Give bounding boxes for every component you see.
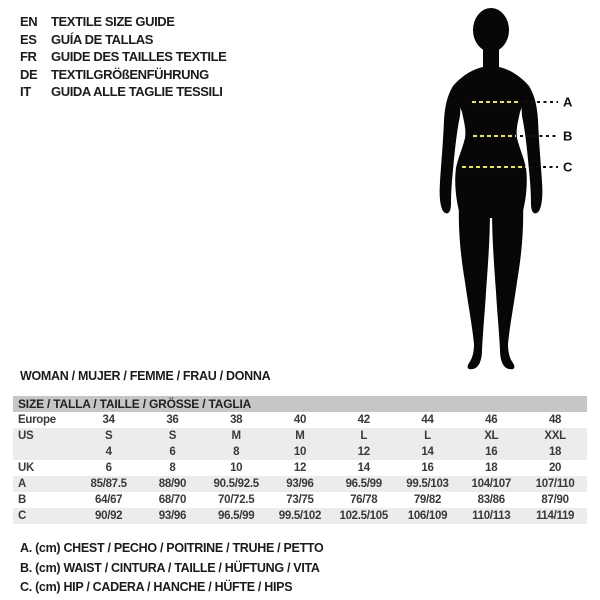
size-cell: 8 [169,462,176,474]
size-cell: M [204,428,268,444]
size-cell: XL [459,428,523,444]
measure-label-c: C [563,159,573,175]
language-row [20,13,226,31]
size-table-row-label: Europe [18,414,56,426]
size-cell: 114/119 [523,508,587,524]
size-table-row [13,476,587,492]
size-cell: 64/67 [95,494,123,506]
size-cell: 4 [77,444,141,460]
size-table [13,396,587,524]
legend-item: B. (cm) WAIST / CINTURA / TAILLE / HÜFTUNG / VITA [20,560,320,575]
size-cell: 10 [268,444,332,460]
size-cell: S [77,428,141,444]
language-title: TEXTILE SIZE GUIDE [51,14,175,30]
language-title: GUIDE DES TAILLES TEXTILE [51,49,227,65]
size-table-row [13,412,587,428]
size-table-row [13,508,587,524]
size-cell: 99.5/102 [268,508,332,524]
size-cell: XXL [523,428,587,444]
size-cell: 87/90 [541,494,569,506]
size-table-row-label: A [13,476,77,492]
size-cell: 10 [230,462,243,474]
size-cell: 76/78 [350,494,378,506]
size-cell: 90/92 [77,508,141,524]
size-cell: 14 [396,444,460,460]
size-cell: 14 [357,462,370,474]
size-table-row [13,460,587,476]
size-cell: 44 [421,414,434,426]
size-cell: 110/113 [459,508,523,524]
size-cell: 8 [204,444,268,460]
size-cell: 46 [485,414,498,426]
size-cell: 18 [485,462,498,474]
size-cell: 40 [293,414,307,426]
size-cell: 93/96 [141,508,205,524]
size-table-row [13,444,587,460]
size-cell: 6 [105,462,112,474]
size-cell: 73/75 [286,494,314,506]
size-table-row [13,492,587,508]
size-cell: 107/110 [523,476,587,492]
measure-label-a: A [563,94,573,110]
size-cell: 20 [548,462,562,474]
size-cell: L [396,428,460,444]
size-cell: 68/70 [158,494,187,506]
size-cell: 102.5/105 [332,508,396,524]
woman-silhouette-figure [420,0,580,380]
language-row [20,66,226,84]
language-row [20,48,226,66]
size-table-row-label: UK [18,462,35,474]
size-cell: 16 [421,462,434,474]
size-cell: L [332,428,396,444]
right-leg-shape [492,204,523,369]
language-title: GUIDA ALLE TAGLIE TESSILI [51,84,223,100]
measure-label-b: B [563,128,573,144]
size-cell: 16 [459,444,523,460]
woman-silhouette [440,8,543,369]
size-cell: 79/82 [413,494,442,506]
language-code: EN [20,14,38,30]
size-table-row-label: B [18,494,27,506]
size-cell: 6 [141,444,205,460]
size-cell: 99.5/103 [396,476,460,492]
size-cell: 88/90 [141,476,205,492]
language-code: DE [20,66,38,82]
size-cell: 104/107 [459,476,523,492]
size-cell: 12 [332,444,396,460]
size-table-row-label: US [13,428,77,444]
size-table-row [13,428,587,444]
size-cell: 96.5/99 [204,508,268,524]
language-title: GUÍA DE TALLAS [51,31,154,47]
size-cell: 93/96 [268,476,332,492]
language-row [20,31,226,49]
size-cell: 90.5/92.5 [204,476,268,492]
size-cell: 18 [523,444,587,460]
left-leg-shape [459,204,490,369]
size-cell: 70/72.5 [218,494,255,506]
size-table-row-label [13,444,77,460]
size-cell: 85/87.5 [77,476,141,492]
legend-item: C. (cm) HIP / CADERA / HANCHE / HÜFTE / HIPS [20,580,293,594]
language-code: IT [20,84,31,100]
size-cell: 106/109 [396,508,460,524]
size-table-row-label: C [13,508,77,524]
size-cell: 12 [293,462,307,474]
size-cell: 96.5/99 [332,476,396,492]
measurement-legend [20,541,323,600]
size-cell: 34 [102,414,115,426]
size-cell: 48 [548,414,562,426]
size-cell: 36 [166,414,179,426]
torso-shape [453,66,529,218]
language-row [20,83,226,101]
language-code: ES [20,31,37,47]
size-cell: 38 [230,414,243,426]
size-table-header: SIZE / TALLA / TAILLE / GRÖSSE / TAGLIA [13,396,587,412]
size-cell: 42 [357,414,370,426]
size-table-header-row [13,396,587,412]
section-title: WOMAN / MUJER / FEMME / FRAU / DONNA [20,369,271,383]
language-title: TEXTILGRÖßENFÜHRUNG [51,66,209,82]
size-cell: S [141,428,205,444]
size-cell: 83/86 [477,494,505,506]
size-cell: M [268,428,332,444]
language-list [20,13,226,101]
size-table-body [13,412,587,524]
legend-item: A. (cm) CHEST / PECHO / POITRINE / TRUHE / PETTO [20,541,324,555]
language-code: FR [20,49,37,65]
